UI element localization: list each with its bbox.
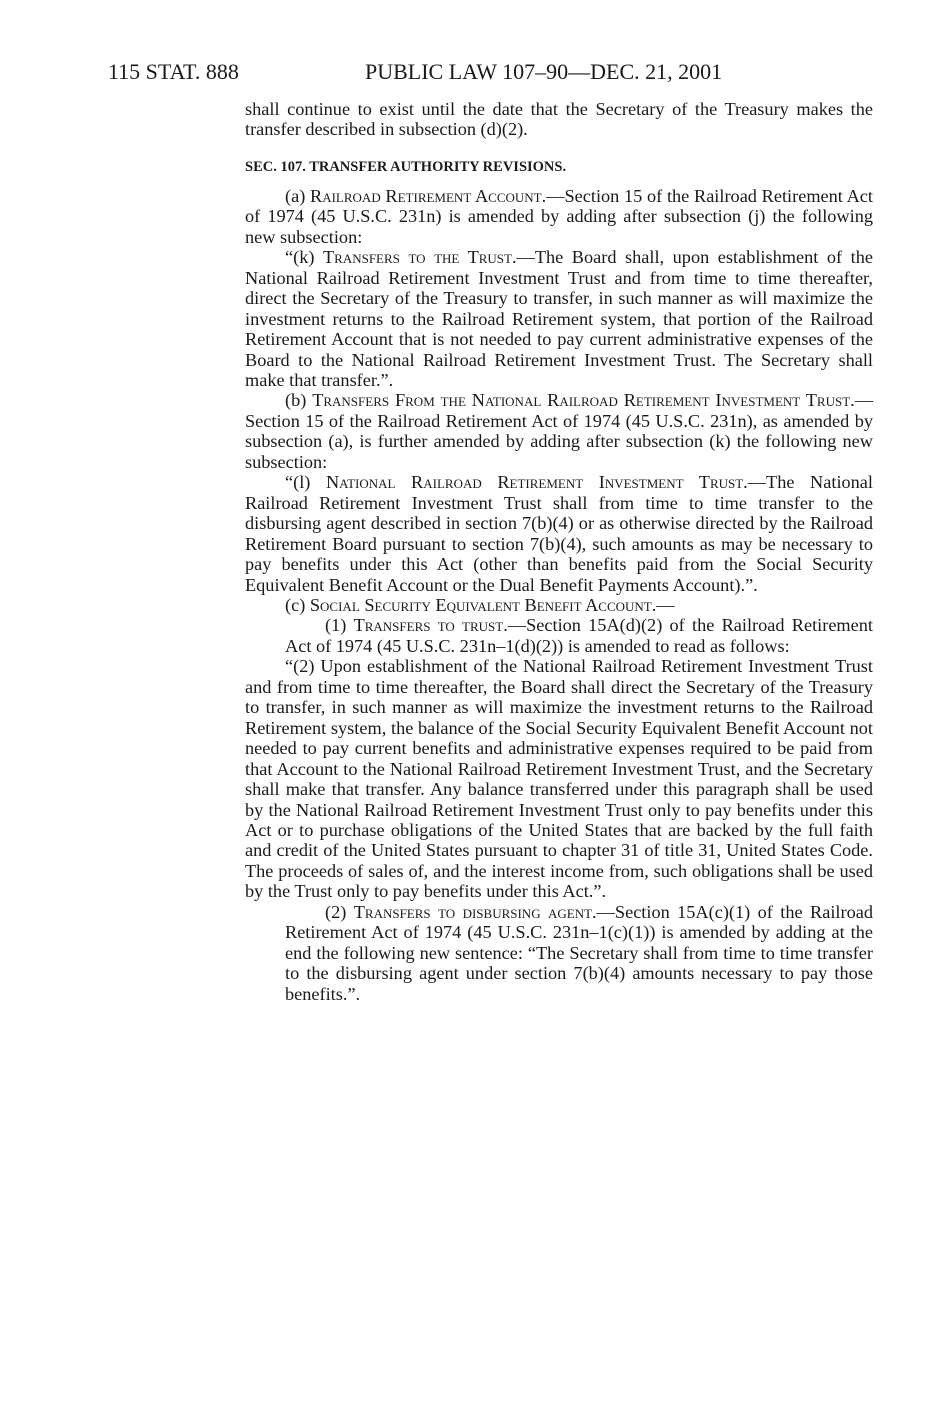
carryover-paragraph: shall continue to exist until the date that the Secretary of the Treasury makes the transfer described in subsection (d)(2). [245, 99, 873, 140]
stat-page-citation: 115 STAT. 888 [108, 59, 239, 84]
subsection-b [245, 390, 873, 472]
quoted-subsection-l [245, 472, 873, 595]
paragraph-c1 [285, 615, 873, 656]
paragraph-c2-label: (2) [325, 901, 354, 922]
quoted-paragraph-2: “(2) Upon establishment of the National Railroad Retirement Investment Trust and from time to time thereafter, the Board shall direct the Secretary of the Treasury to transfer, in such manner as will maximize the investment returns to the Railroad Retirement system, the balance of the Social Security Equivalent Benefit Account not needed to pay current benefits and administrative expenses required to be paid from that Account to the National Railroad Retirement Investment Trust, and the Secretary shall make that transfer. Any balance transferred under this paragraph shall be used by the National Railroad Retirement Investment Trust only to pay benefits under this Act or to purchase obligations of the United States that are backed by the full faith and credit of the United States pursuant to chapter 31 of title 31, United States Code. The proceeds of sales of, and the interest income from, such obligations shall be used by the Trust only to pay benefits under this Act.”. [245, 656, 873, 902]
subsection-c-title: Social Security Equivalent Benefit Account. [309, 594, 657, 615]
paragraph-c2 [285, 902, 873, 1004]
subsection-b-title: Transfers From the National Railroad Retirement Investment Trust. [312, 390, 855, 411]
subsection-c-label: (c) [285, 594, 310, 615]
paragraph-c1-label: (1) [325, 615, 354, 636]
subsection-k-title: Transfers to the Trust. [322, 247, 517, 268]
subsection-b-text: —Section 15 of the Railroad Retirement Act of 1974 (45 U.S.C. 231n), as amended by subsection (a), is further amended by adding after subsection (k) the following new subsection: [245, 390, 873, 472]
subsection-a-label: (a) [285, 185, 311, 206]
document-body [245, 99, 873, 1004]
paragraph-c1-title: Transfers to trust. [353, 615, 508, 636]
subsection-l-text: —The National Railroad Retirement Investment Trust shall from time to time transfer to the disbursing agent described in section 7(b)(4) or as otherwise directed by the Railroad Retirement Board pursuant to section 7(b)(4), such amounts as may be necessary to pay benefits under this Act (other than benefits paid from the Social Security Equivalent Benefit Account or the Dual Benefit Payments Account).”. [245, 472, 873, 595]
paragraph-c2-title: Transfers to disbursing agent. [353, 901, 597, 922]
subsection-c [245, 595, 873, 615]
subsection-b-label: (b) [285, 390, 313, 411]
subsection-c-text: — [656, 594, 675, 615]
subsection-a-text: —Section 15 of the Railroad Retirement Act of 1974 (45 U.S.C. 231n) is amended by adding after subsection (j) the following new subsection: [245, 185, 873, 247]
quoted-subsection-k [245, 247, 873, 390]
paragraph-c1-text: —Section 15A(d)(2) of the Railroad Retirement Act of 1974 (45 U.S.C. 231n–1(d)(2)) is amended to read as follows: [285, 615, 873, 656]
section-heading: SEC. 107. TRANSFER AUTHORITY REVISIONS. [245, 158, 567, 175]
subsection-l-title: National Railroad Retirement Investment Trust. [325, 472, 748, 493]
subsection-k-label: “(k) [285, 247, 323, 268]
subsection-k-text: —The Board shall, upon establishment of the National Railroad Retirement Investment Trust and from time to time thereafter, direct the Secretary of the Treasury to transfer, in such manner as will maximize the investment returns to the Railroad Retirement system, that portion of the Railroad Retirement Account that is not needed to pay current administrative expenses of the Board to the National Railroad Retirement Investment Trust. The Secretary shall make that transfer.”. [245, 247, 873, 390]
running-header [108, 52, 780, 92]
subsection-l-label: “(l) [285, 472, 326, 493]
paragraph-c2-text: —Section 15A(c)(1) of the Railroad Retirement Act of 1974 (45 U.S.C. 231n–1(c)(1)) is amended by adding at the end the following new sentence: “The Secretary shall from time to time transfer to the disbursing agent under section 7(b)(4) amounts necessary to pay those benefits.”. [285, 901, 873, 1004]
subsection-a [245, 186, 873, 247]
public-law-citation: PUBLIC LAW 107–90—DEC. 21, 2001 [365, 59, 723, 84]
subsection-a-title: Railroad Retirement Account. [310, 185, 547, 206]
